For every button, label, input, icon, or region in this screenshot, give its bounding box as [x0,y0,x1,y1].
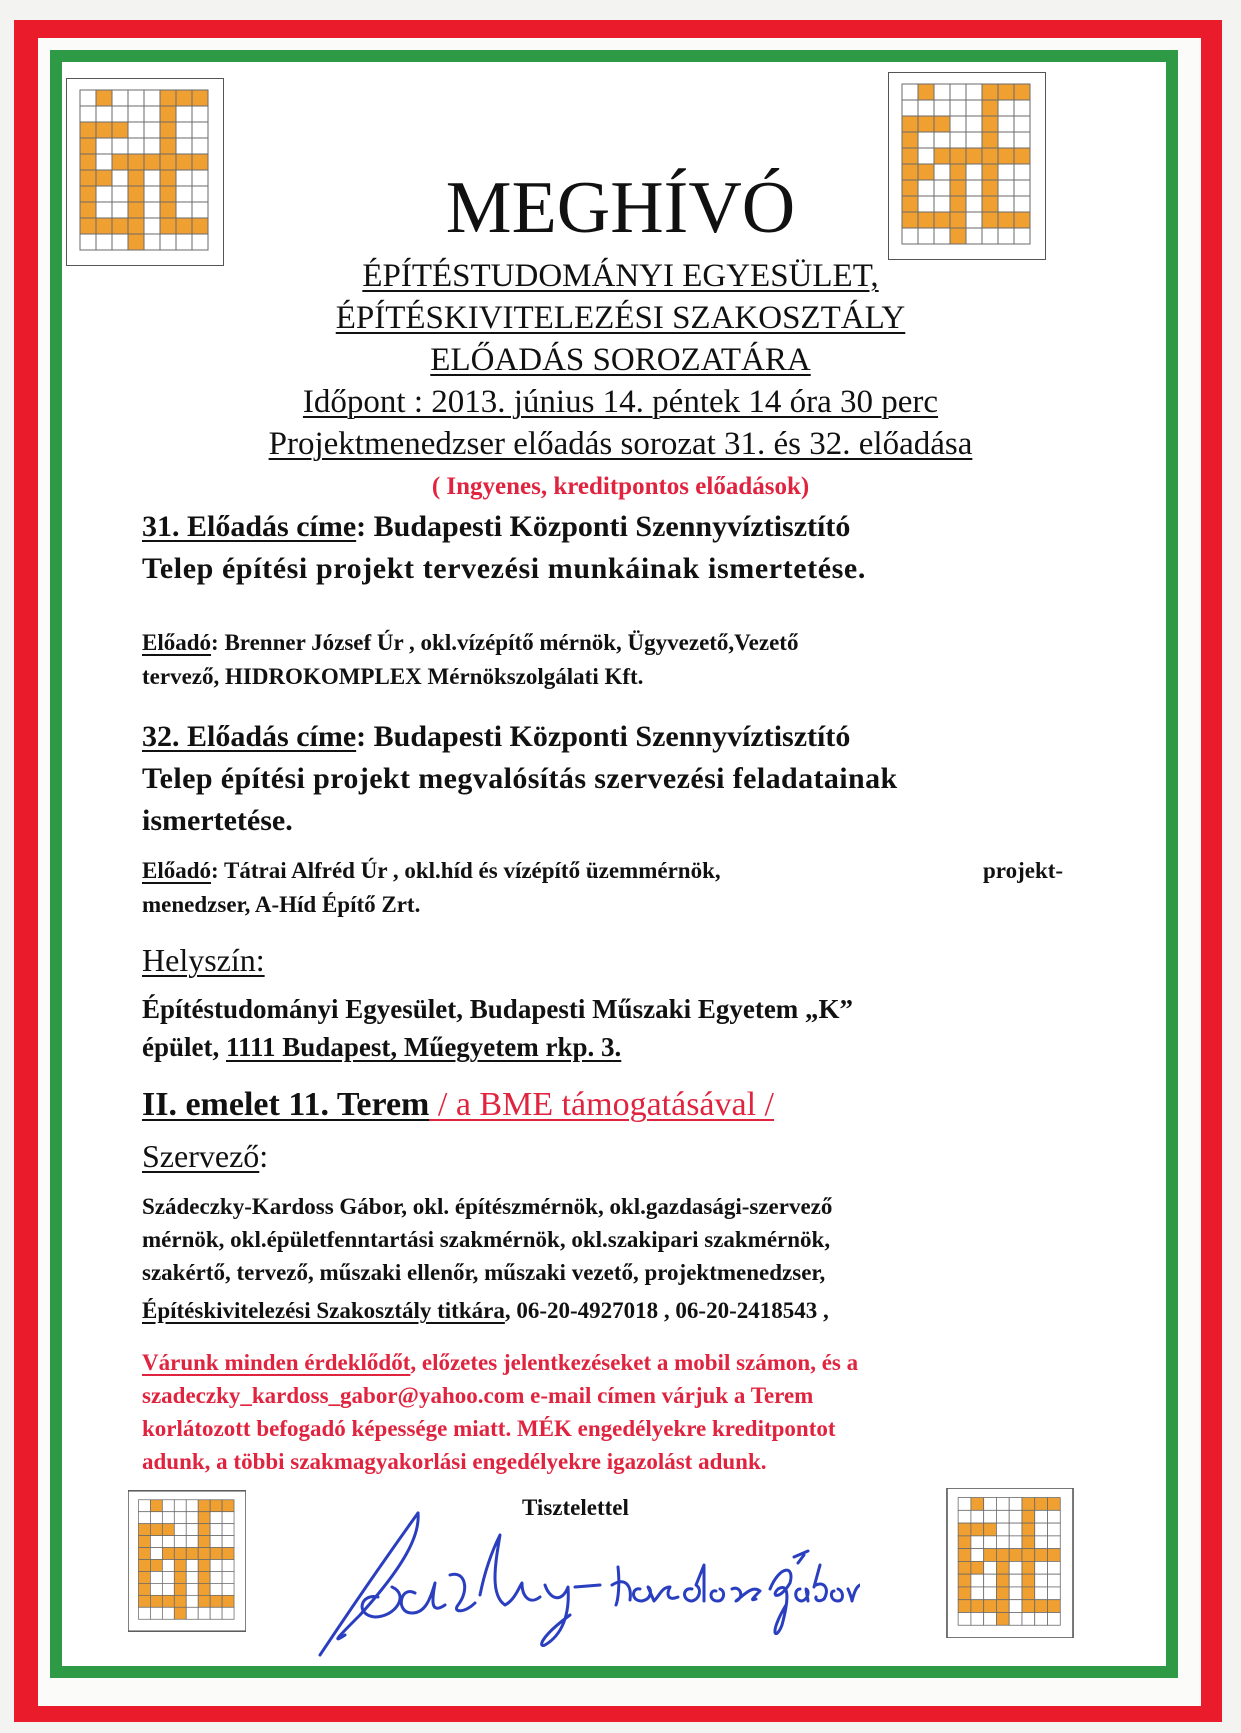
time-line: Időpont : 2013. június 14. péntek 14 óra 30 perc [302,384,939,420]
lecture31-title-line1: 31. Előadás címe: Budapesti Központi Szennyvíztisztító [142,510,851,543]
organizer-label: Szervező [142,1138,260,1174]
free-note: ( Ingyenes, kreditpontos előadások) [431,473,810,500]
venue-room: II. emelet 11. Terem [142,1086,430,1123]
venue-support: / a BME támogatásával / [429,1086,775,1123]
lecture32-title-line1: 32. Előadás címe: Budapesti Központi Szennyvíztisztító [142,720,851,753]
page-title: MEGHÍVÓ [445,167,796,249]
lecture31-presenter-line1: Előadó: Brenner József Úr , okl.vízépítő mérnök, Ügyvezető,Vezető [142,630,799,655]
organizer-line1: Szádeczky-Kardoss Gábor, okl. építészmérnök, okl.gazdasági-szervező [142,1194,833,1219]
lecture31-presenter-label: Előadó [142,630,212,655]
organizer-label-line: Szervező: [142,1138,269,1174]
lecture31-presenter-line2: tervező, HIDROKOMPLEX Mérnökszolgálati Kft. [142,664,644,689]
lecture31-title-line2: Telep építési projekt tervezési munkáinak ismertetése. [142,552,866,585]
lecture32-presenter-line1-end: projekt- [983,858,1064,883]
venue-room-line [142,1084,774,1126]
lecture32-presenter-label: Előadó [142,858,212,883]
notice-line1: Várunk minden érdeklődőt, előzetes jelentkezéseket a mobil számon, és a [142,1350,859,1375]
organizer-line2: mérnök, okl.épületfenntartási szakmérnök, okl.szakipari szakmérnök, [142,1227,831,1252]
series-line: Projektmenedzser előadás sorozat 31. és 32. előadása [268,426,973,462]
venue-address: 1111 Budapest, Műegyetem rkp. 3. [226,1032,622,1062]
lecture32-title-line2: Telep építési projekt megvalósítás szervezési feladatainak [142,762,898,795]
venue-line1: Építéstudományi Egyesület, Budapesti Műszaki Egyetem „K” [142,994,854,1024]
notice-line4: adunk, a többi szakmagyakorlási engedélyekre igazolást adunk. [142,1449,767,1474]
lecture31-label: 31. Előadás címe [142,510,357,543]
closing: Tisztelettel [522,1495,629,1520]
organizer-line3: szakértő, tervező, műszaki ellenőr, műszaki vezető, projektmenedzser, [142,1260,826,1285]
notice-line3: korlátozott befogadó képessége miatt. MÉK engedélyekre kreditpontot [142,1416,836,1441]
notice-line2: szadeczky_kardoss_gabor@yahoo.com e-mail címen várjuk a Terem [142,1383,814,1408]
org-line-1: ÉPÍTÉSTUDOMÁNYI EGYESÜLET, [362,258,879,294]
org-line-3: ELŐADÁS SOROZATÁRA [430,342,811,378]
venue-label: Helyszín: [142,942,265,978]
venue-line2: épület, 1111 Budapest, Műegyetem rkp. 3. [142,1032,622,1062]
org-line-2: ÉPÍTÉSKIVITELEZÉSI SZAKOSZTÁLY [335,300,906,336]
lecture32-title-line3: ismertetése. [142,804,293,837]
lecture32-presenter-line2: menedzser, A-Híd Építő Zrt. [142,892,421,917]
organizer-line4: Építéskivitelezési Szakosztály titkára, 06-20-4927018 , 06-20-2418543 , [142,1298,829,1323]
organizer-role: Építéskivitelezési Szakosztály titkára [142,1298,505,1323]
lecture32-label: 32. Előadás címe [142,720,357,753]
lecture32-presenter-line1: Előadó: Tátrai Alfréd Úr , okl.híd és vízépítő üzemmérnök, [142,858,721,883]
handwritten-signature [300,1505,860,1665]
notice-underlined: Várunk minden érdeklődőt [142,1350,411,1375]
